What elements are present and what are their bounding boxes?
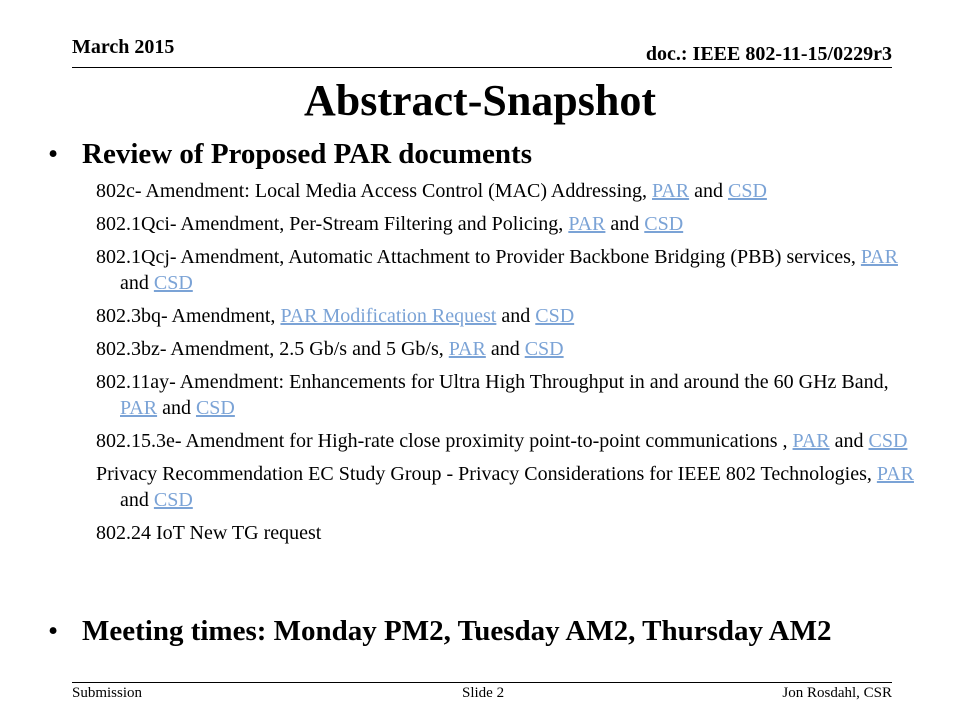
bullet-meeting-times — [48, 614, 831, 648]
item-text: 802.3bq- Amendment, — [96, 305, 281, 327]
bullet-review — [48, 137, 532, 171]
item-joiner: and — [157, 397, 196, 419]
header-rule — [72, 67, 892, 68]
footer-submission: Submission — [72, 685, 143, 701]
csd-link[interactable]: CSD — [644, 213, 684, 235]
csd-link[interactable]: CSD — [195, 397, 235, 419]
par-document-list — [96, 178, 920, 553]
slide-title: Abstract-Snapshot — [303, 76, 657, 125]
csd-link[interactable]: CSD — [727, 180, 767, 202]
par-link[interactable]: PAR — [448, 338, 486, 360]
list-item — [96, 244, 920, 296]
list-item — [96, 211, 920, 237]
par-modification-request-link[interactable]: PAR Modification Request — [280, 305, 497, 327]
bullet-dot-icon: • — [48, 138, 59, 170]
csd-link[interactable]: CSD — [868, 430, 908, 452]
item-text: 802.24 IoT New TG request — [96, 522, 322, 544]
footer-rule — [72, 682, 892, 683]
item-text: 802.11ay- Amendment: Enhancements for Ultra High Throughput in and around the 60 GHz Band, — [96, 371, 889, 393]
item-text: 802.1Qcj- Amendment, Automatic Attachment to Provider Backbone Bridging (PBB) services, — [96, 246, 861, 268]
list-item — [96, 520, 920, 546]
par-link[interactable]: PAR — [652, 180, 690, 202]
list-item — [96, 428, 920, 454]
list-item — [96, 178, 920, 204]
par-link[interactable]: PAR — [876, 463, 914, 485]
csd-link[interactable]: CSD — [153, 272, 193, 294]
footer-author: Jon Rosdahl, CSR — [782, 685, 892, 701]
item-joiner: and — [120, 489, 154, 511]
item-text: 802c- Amendment: Local Media Access Control (MAC) Addressing, — [96, 180, 653, 202]
item-text: Privacy Recommendation EC Study Group - Privacy Considerations for IEEE 802 Technologies, — [96, 463, 877, 485]
bullet-meeting-times-text: Meeting times: Monday PM2, Tuesday AM2, Thursday AM2 — [82, 615, 832, 647]
item-joiner: and — [689, 180, 728, 202]
item-joiner: and — [120, 272, 154, 294]
bullet-review-text: Review of Proposed PAR documents — [82, 138, 532, 170]
item-joiner: and — [485, 338, 525, 360]
list-item — [96, 303, 920, 329]
list-item — [96, 461, 920, 513]
par-link[interactable]: PAR — [568, 213, 606, 235]
par-link[interactable]: PAR — [792, 430, 830, 452]
csd-link[interactable]: CSD — [535, 305, 575, 327]
footer-slide-number: Slide 2 — [462, 685, 505, 701]
item-joiner: and — [829, 430, 869, 452]
par-link[interactable]: PAR — [860, 246, 898, 268]
item-text: 802.1Qci- Amendment, Per-Stream Filtering and Policing, — [96, 213, 569, 235]
list-item — [96, 369, 920, 421]
item-joiner: and — [496, 305, 536, 327]
bullet-dot-icon: • — [48, 615, 59, 647]
csd-link[interactable]: CSD — [153, 489, 193, 511]
par-link[interactable]: PAR — [120, 397, 158, 419]
item-text: 802.15.3e- Amendment for High-rate close proximity point-to-point communications , — [96, 430, 793, 452]
item-joiner: and — [605, 213, 645, 235]
header-date: March 2015 — [72, 36, 175, 58]
csd-link[interactable]: CSD — [524, 338, 564, 360]
list-item — [96, 336, 920, 362]
item-text: 802.3bz- Amendment, 2.5 Gb/s and 5 Gb/s, — [96, 338, 449, 360]
header-doc-id: doc.: IEEE 802-11-15/0229r3 — [645, 43, 892, 65]
